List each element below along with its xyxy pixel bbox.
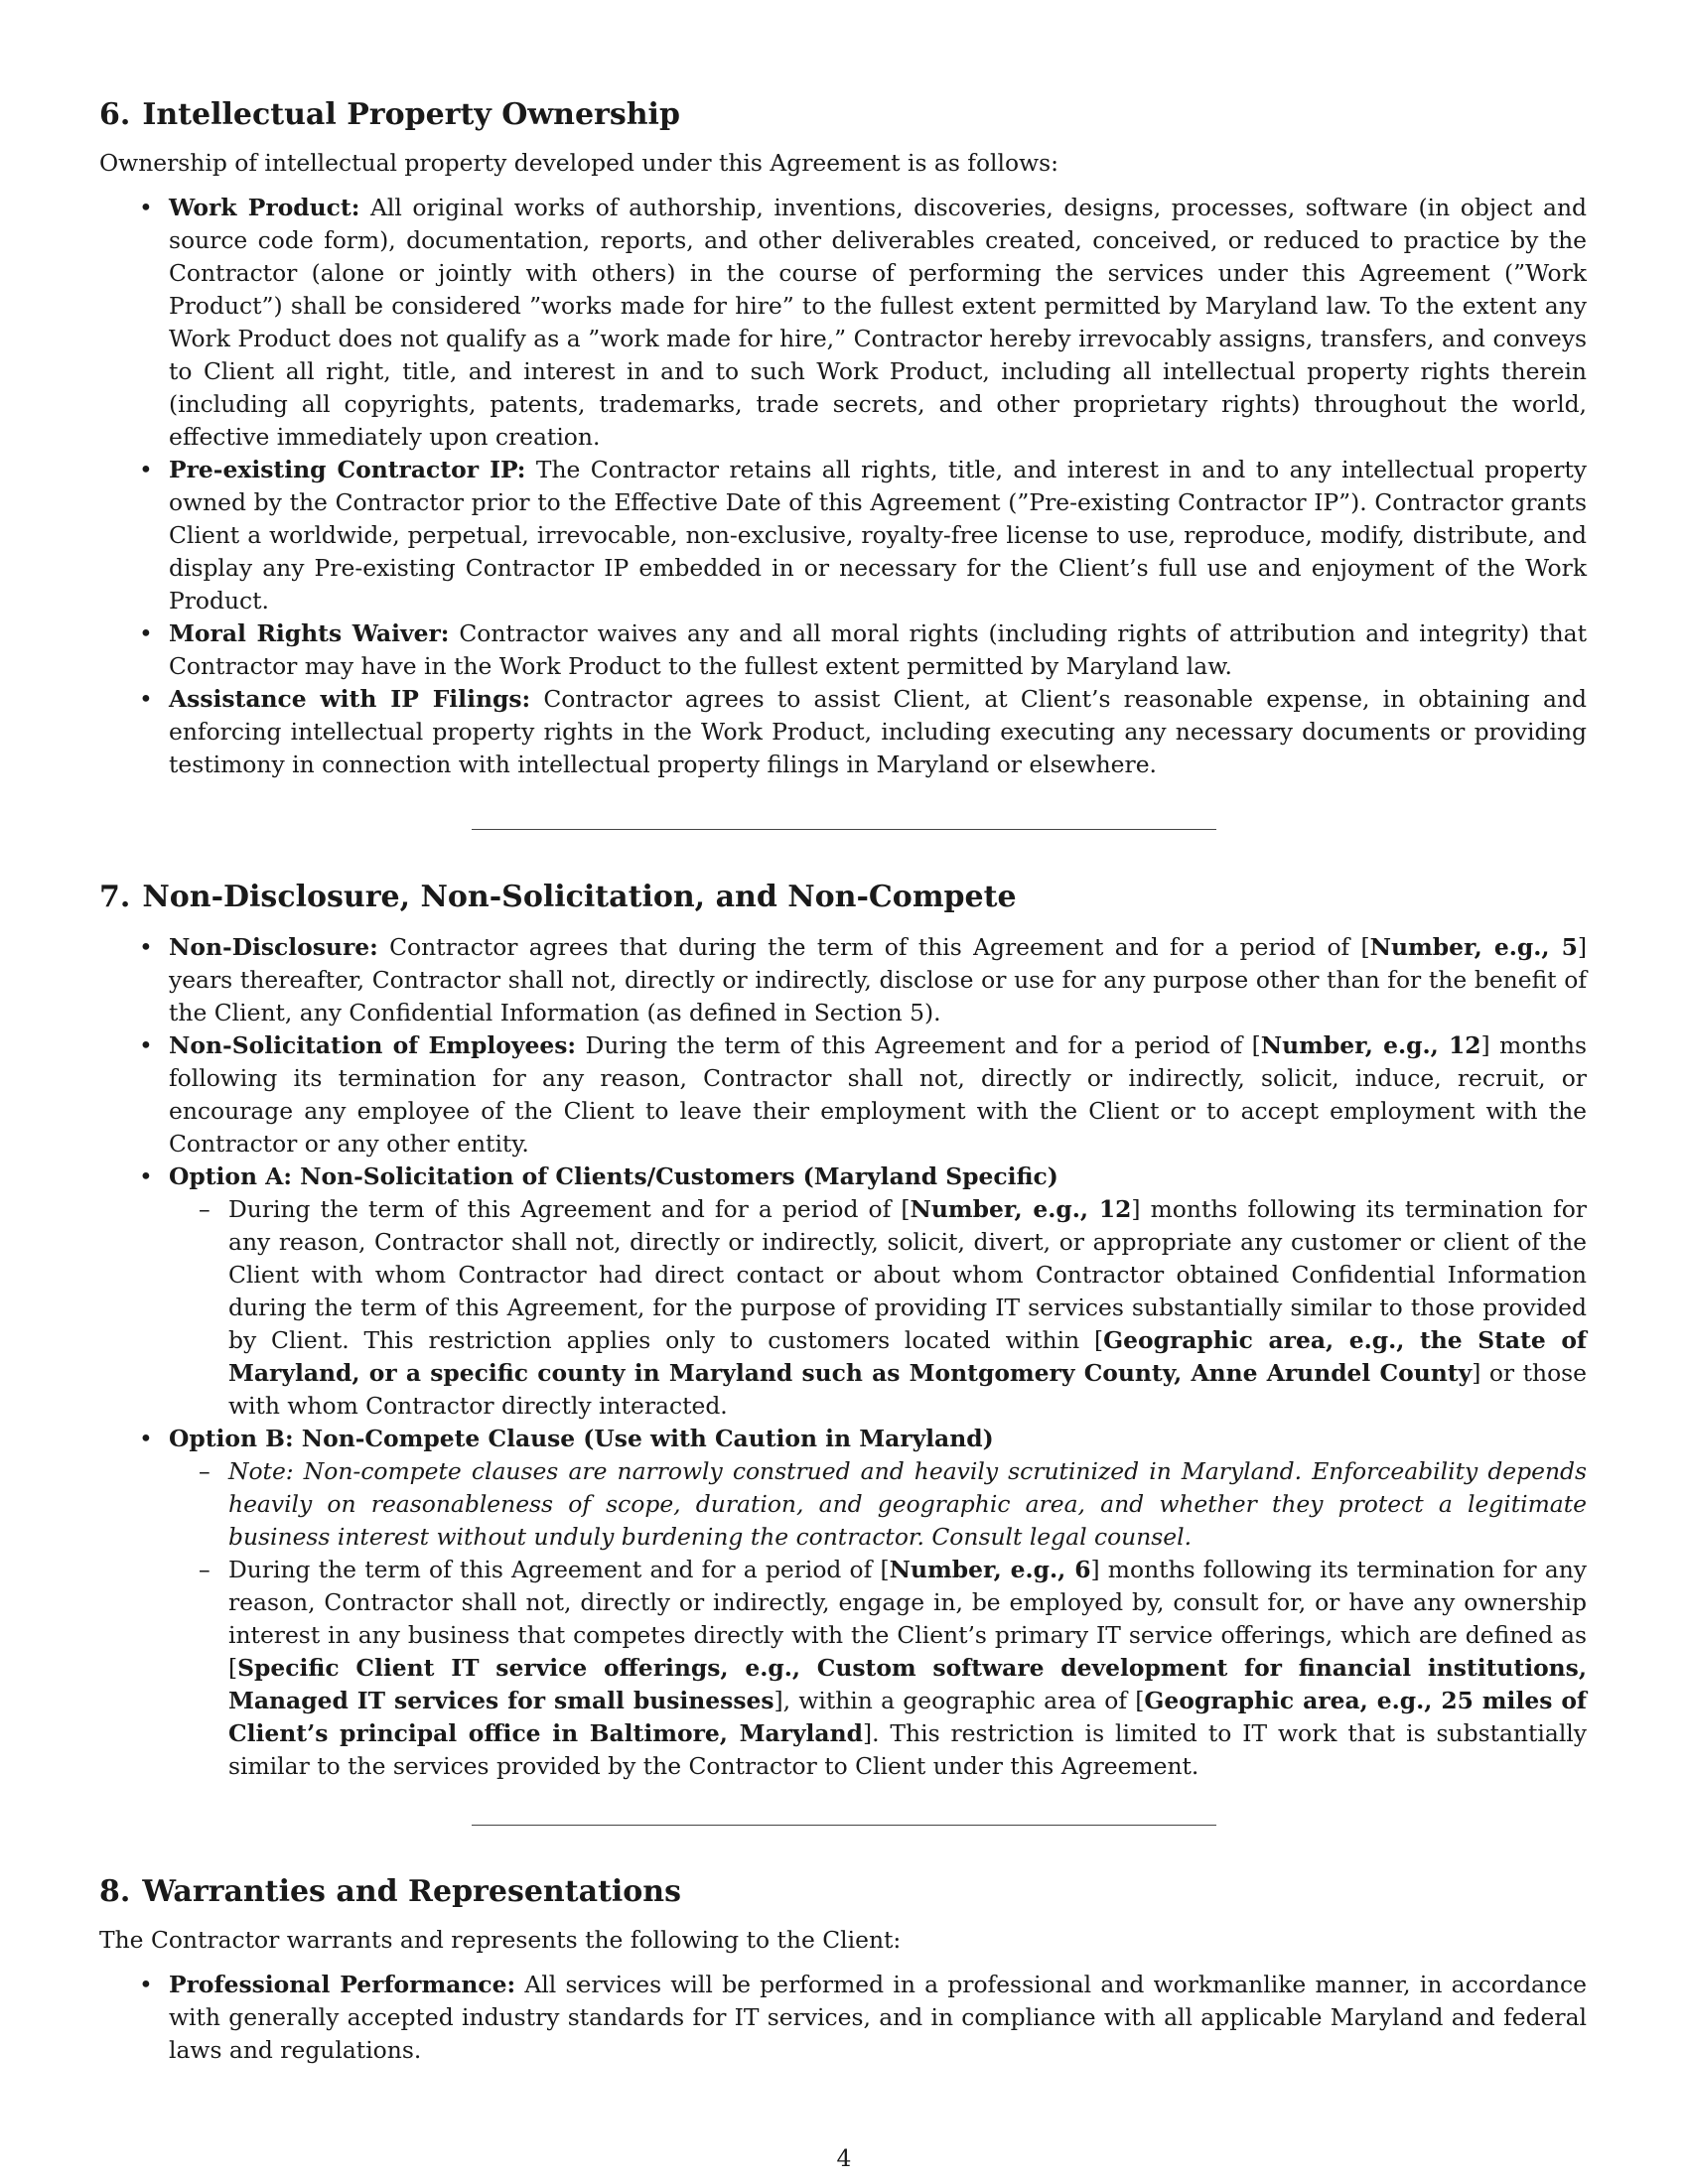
section-8 <box>99 1864 1587 2067</box>
section-intro: The Contractor warrants and represents the following to the Client: <box>99 1926 902 1954</box>
bullet-list <box>99 192 1587 781</box>
bullet-list <box>99 1969 1587 2067</box>
list-item: • Option A: Non-Solicitation of Clients/Customers (Maryland Specific) – During the term of this Agreement and for a period of [Number, e.g., 12] months following its termination for any reason, Contractor shall not, directly or indirectly, solicit, divert, or appropriate any customer or client of the Client with whom Contractor had direct contact or about whom Contractor obtained Confidential Information during the term of this Agreement, for the purpose of providing IT services substantially similar to those provided by Client. This restriction applies only to customers located within [Geographic area, e.g., the State of Maryland, or a specific county in Maryland such as Montgomery County, Anne Arundel County] or those with whom Contractor directly interacted. <box>99 1160 1587 1423</box>
sub-list-item: – Note: Non-compete clauses are narrowly construed and heavily scrutinized in Maryland. Enforceability depends heavily on reasonableness of scope, duration, and geographic area, and whether they protect a legitimate business interest without unduly burdening the contractor. Consult legal counsel. <box>169 1455 1587 1554</box>
list-item: • Work Product: All original works of authorship, inventions, discoveries, designs, processes, software (in object and source code form), documentation, reports, and other deliverables created, conceived, or reduced to practice by the Contractor (alone or jointly with others) in the course of performing the services under this Agreement (”Work Product”) shall be considered ”works made for hire” to the fullest extent permitted by Maryland law. To the extent any Work Product does not qualify as a ”work made for hire,” Contractor hereby irrevocably assigns, transfers, and conveys to Client all right, title, and interest in and to such Work Product, including all intellectual property rights therein (including all copyrights, patents, trademarks, trade secrets, and other proprietary rights) throughout the world, effective immediately upon creation. <box>99 192 1587 454</box>
section-7 <box>99 870 1587 1783</box>
sub-list <box>169 1455 1587 1783</box>
list-item: • Moral Rights Waiver: Contractor waives any and all moral rights (including rights of attribution and integrity) that Contractor may have in the Work Product to the fullest extent permitted by Maryland law. <box>99 617 1587 683</box>
list-item: • Non-Solicitation of Employees: During the term of this Agreement and for a period of [Number, e.g., 12] months following its termination for any reason, Contractor shall not, directly or indirectly, solicit, induce, recruit, or encourage any employee of the Client to leave their employment with the Client or to accept employment with the Contractor or any other entity. <box>99 1029 1587 1160</box>
section-heading: 8. Warranties and Representations <box>99 1874 681 1909</box>
page-number: 4 <box>836 2144 852 2172</box>
list-item: • Assistance with IP Filings: Contractor agrees to assist Client, at Client’s reasonable expense, in obtaining and enforcing intellectual property rights in the Work Product, including executing any necessary documents or providing testimony in connection with intellectual property filings in Maryland or elsewhere. <box>99 683 1587 781</box>
list-item: • Pre-existing Contractor IP: The Contractor retains all rights, title, and interest in and to any intellectual property owned by the Contractor prior to the Effective Date of this Agreement (”Pre-existing Contractor IP”). Contractor grants Client a worldwide, perpetual, irrevocable, non-exclusive, royalty-free license to use, reproduce, modify, distribute, and display any Pre-existing Contractor IP embedded in or necessary for the Client’s full use and enjoyment of the Work Product. <box>99 454 1587 617</box>
section-heading: 6. Intellectual Property Ownership <box>99 97 680 132</box>
sub-list-item: – During the term of this Agreement and for a period of [Number, e.g., 12] months following its termination for any reason, Contractor shall not, directly or indirectly, solicit, divert, or appropriate any customer or client of the Client with whom Contractor had direct contact or about whom Contractor obtained Confidential Information during the term of this Agreement, for the purpose of providing IT services substantially similar to those provided by Client. This restriction applies only to customers located within [Geographic area, e.g., the State of Maryland, or a specific county in Maryland such as Montgomery County, Anne Arundel County] or those with whom Contractor directly interacted. <box>169 1193 1587 1423</box>
list-item: • Option B: Non-Compete Clause (Use with Caution in Maryland) – Note: Non-compete clauses are narrowly construed and heavily scrutinized in Maryland. Enforceability depends heavily on reasonableness of scope, duration, and geographic area, and whether they protect a legitimate business interest without unduly burdening the contractor. Consult legal counsel. – During the term of this Agreement and for a period of [Number, e.g., 6] months following its termination for any reason, Contractor shall not, directly or indirectly, engage in, be employed by, consult for, or have any ownership interest in any business that competes directly with the Client’s primary IT service offerings, which are defined as [Specific Client IT service offerings, e.g., Custom software development for financial institutions, Managed IT services for small businesses], within a geographic area of [Geographic area, e.g., 25 miles of Client’s principal office in Baltimore, Maryland]. This restriction is limited to IT work that is substantially similar to the services provided by the Contractor to Client under this Agreement. <box>99 1423 1587 1783</box>
sub-list-item: – During the term of this Agreement and for a period of [Number, e.g., 6] months following its termination for any reason, Contractor shall not, directly or indirectly, engage in, be employed by, consult for, or have any ownership interest in any business that competes directly with the Client’s primary IT service offerings, which are defined as [Specific Client IT service offerings, e.g., Custom software development for financial institutions, Managed IT services for small businesses], within a geographic area of [Geographic area, e.g., 25 miles of Client’s principal office in Baltimore, Maryland]. This restriction is limited to IT work that is substantially similar to the services provided by the Contractor to Client under this Agreement. <box>169 1554 1587 1783</box>
list-item: • Professional Performance: All services will be performed in a professional and workmanlike manner, in accordance with generally accepted industry standards for IT services, and in compliance with all applicable Maryland and federal laws and regulations. <box>99 1969 1587 2067</box>
list-item: • Non-Disclosure: Contractor agrees that during the term of this Agreement and for a period of [Number, e.g., 5] years thereafter, Contractor shall not, directly or indirectly, disclose or use for any purpose other than for the benefit of the Client, any Confidential Information (as defined in Section 5). <box>99 931 1587 1029</box>
section-6 <box>99 87 1587 781</box>
bullet-list <box>99 931 1587 1783</box>
section-divider <box>472 1825 1216 1826</box>
section-divider <box>472 829 1216 830</box>
section-intro: Ownership of intellectual property developed under this Agreement is as follows: <box>99 149 1058 177</box>
section-heading: 7. Non-Disclosure, Non-Solicitation, and Non-Compete <box>99 880 1017 914</box>
sub-list <box>169 1193 1587 1423</box>
